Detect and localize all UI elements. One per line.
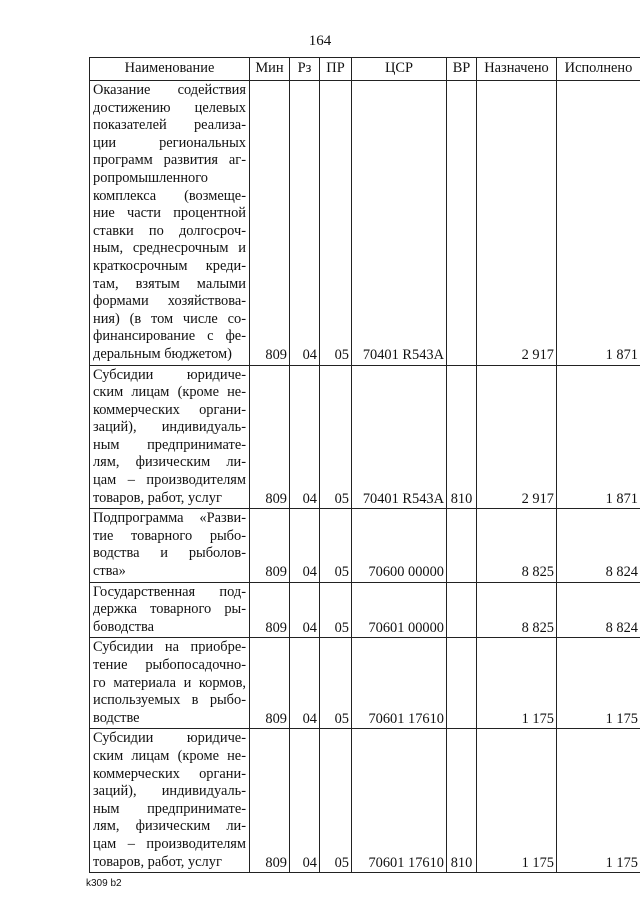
cell-vr [447, 638, 477, 729]
name-line: Субсидии юридиче- [93, 366, 246, 383]
name-line: Субсидии юридиче- [93, 730, 246, 747]
name-line: держка товарного ры- [93, 601, 246, 618]
footer-code: k309 b2 [86, 878, 122, 889]
cell-csr: 70401 R543A [352, 365, 447, 509]
budget-table [89, 57, 640, 873]
cell-executed: 8 824 [557, 582, 640, 638]
table-row [90, 638, 640, 729]
name-line: формами хозяйствова- [93, 293, 246, 310]
name-line: ным, среднесрочным и [93, 240, 246, 257]
cell-pr: 05 [320, 582, 352, 638]
cell-min: 809 [250, 509, 290, 582]
cell-name [90, 365, 250, 509]
cell-assigned: 2 917 [477, 81, 557, 366]
name-line: тение рыбопосадочно- [93, 657, 246, 673]
cell-vr [447, 582, 477, 638]
name-line: достижению целевых [93, 99, 246, 116]
cell-assigned: 1 175 [477, 638, 557, 729]
cell-pr: 05 [320, 638, 352, 729]
name-line: программ развития аг- [93, 152, 246, 169]
cell-vr [447, 81, 477, 366]
name-line: ставки по долгосроч- [93, 222, 246, 239]
cell-name [90, 582, 250, 638]
cell-csr: 70401 R543A [352, 81, 447, 366]
cell-csr: 70601 00000 [352, 582, 447, 638]
header-pr: ПР [320, 58, 352, 81]
name-line: ским лицам (кроме не- [93, 384, 246, 401]
name-line: боводства [93, 618, 154, 635]
cell-executed: 1 871 [557, 81, 640, 366]
name-line: ции региональных [93, 134, 246, 151]
header-min: Мин [250, 58, 290, 81]
name-line: коммерческих органи- [93, 765, 246, 782]
name-line: ным предпринимате- [93, 800, 246, 817]
cell-name [90, 509, 250, 582]
name-line: заций), индивидуаль- [93, 783, 246, 800]
name-line: финансирование с фе- [93, 328, 246, 345]
name-line: го материала и кормов, [93, 674, 246, 691]
cell-min: 809 [250, 729, 290, 873]
cell-min: 809 [250, 365, 290, 509]
cell-vr: 810 [447, 365, 477, 509]
header-executed: Исполнено [557, 58, 640, 81]
cell-min: 809 [250, 638, 290, 729]
name-line: ским лицам (кроме не- [93, 747, 246, 764]
name-line: Подпрограмма «Разви- [93, 510, 246, 527]
cell-csr: 70601 17610 [352, 638, 447, 729]
table-row [90, 509, 640, 582]
name-line: Государственная под- [93, 583, 246, 600]
name-line: лям, физическим ли- [93, 454, 246, 471]
cell-executed: 8 824 [557, 509, 640, 582]
name-line: ния) (в том числе со- [93, 310, 246, 327]
cell-name [90, 81, 250, 366]
table-row [90, 365, 640, 509]
header-csr: ЦСР [352, 58, 447, 81]
name-line: там, взятым малыми [93, 275, 246, 292]
cell-executed: 1 175 [557, 638, 640, 729]
name-line: тие товарного рыбо- [93, 527, 246, 544]
cell-csr: 70601 17610 [352, 729, 447, 873]
cell-name [90, 729, 250, 873]
cell-rz: 04 [290, 729, 320, 873]
cell-assigned: 8 825 [477, 509, 557, 582]
name-line: товаров, работ, услуг [93, 489, 222, 506]
cell-csr: 70600 00000 [352, 509, 447, 582]
name-line: комплекса (возмеще- [93, 187, 246, 204]
cell-pr: 05 [320, 365, 352, 509]
name-line: деральным бюджетом) [93, 345, 232, 362]
cell-pr: 05 [320, 81, 352, 366]
cell-vr [447, 509, 477, 582]
table-row [90, 81, 640, 366]
cell-name [90, 638, 250, 729]
name-line: цам – производителям [93, 472, 246, 489]
page-number: 164 [308, 33, 332, 49]
header-rz: Рз [290, 58, 320, 81]
name-line: водстве [93, 709, 140, 726]
name-line: ние части процентной [93, 205, 246, 222]
cell-rz: 04 [290, 81, 320, 366]
cell-executed: 1 871 [557, 365, 640, 509]
cell-rz: 04 [290, 582, 320, 638]
name-line: товаров, работ, услуг [93, 853, 222, 870]
cell-pr: 05 [320, 509, 352, 582]
header-name: Наименование [90, 58, 250, 81]
name-line: заций), индивидуаль- [93, 419, 246, 436]
name-line: ства» [93, 563, 126, 580]
header-assigned: Назначено [477, 58, 557, 81]
cell-rz: 04 [290, 509, 320, 582]
cell-rz: 04 [290, 365, 320, 509]
name-line: ропромышленного [93, 169, 208, 186]
name-line: лям, физическим ли- [93, 818, 246, 835]
cell-pr: 05 [320, 729, 352, 873]
cell-assigned: 2 917 [477, 365, 557, 509]
table-row [90, 729, 640, 873]
name-line: показателей реализа- [93, 117, 246, 134]
name-line: водства и рыболов- [93, 545, 246, 562]
name-line: краткосрочным креди- [93, 257, 246, 274]
table-header-row [90, 58, 640, 81]
name-line: коммерческих органи- [93, 401, 246, 418]
cell-min: 809 [250, 582, 290, 638]
name-line: Субсидии на приобре- [93, 639, 246, 656]
cell-vr: 810 [447, 729, 477, 873]
name-line: Оказание содействия [93, 82, 246, 98]
name-line: используемых в рыбо- [93, 692, 246, 709]
table-row [90, 582, 640, 638]
cell-assigned: 1 175 [477, 729, 557, 873]
cell-rz: 04 [290, 638, 320, 729]
cell-min: 809 [250, 81, 290, 366]
cell-assigned: 8 825 [477, 582, 557, 638]
header-vr: ВР [447, 58, 477, 81]
name-line: ным предпринимате- [93, 436, 246, 453]
cell-executed: 1 175 [557, 729, 640, 873]
name-line: цам – производителям [93, 835, 246, 852]
